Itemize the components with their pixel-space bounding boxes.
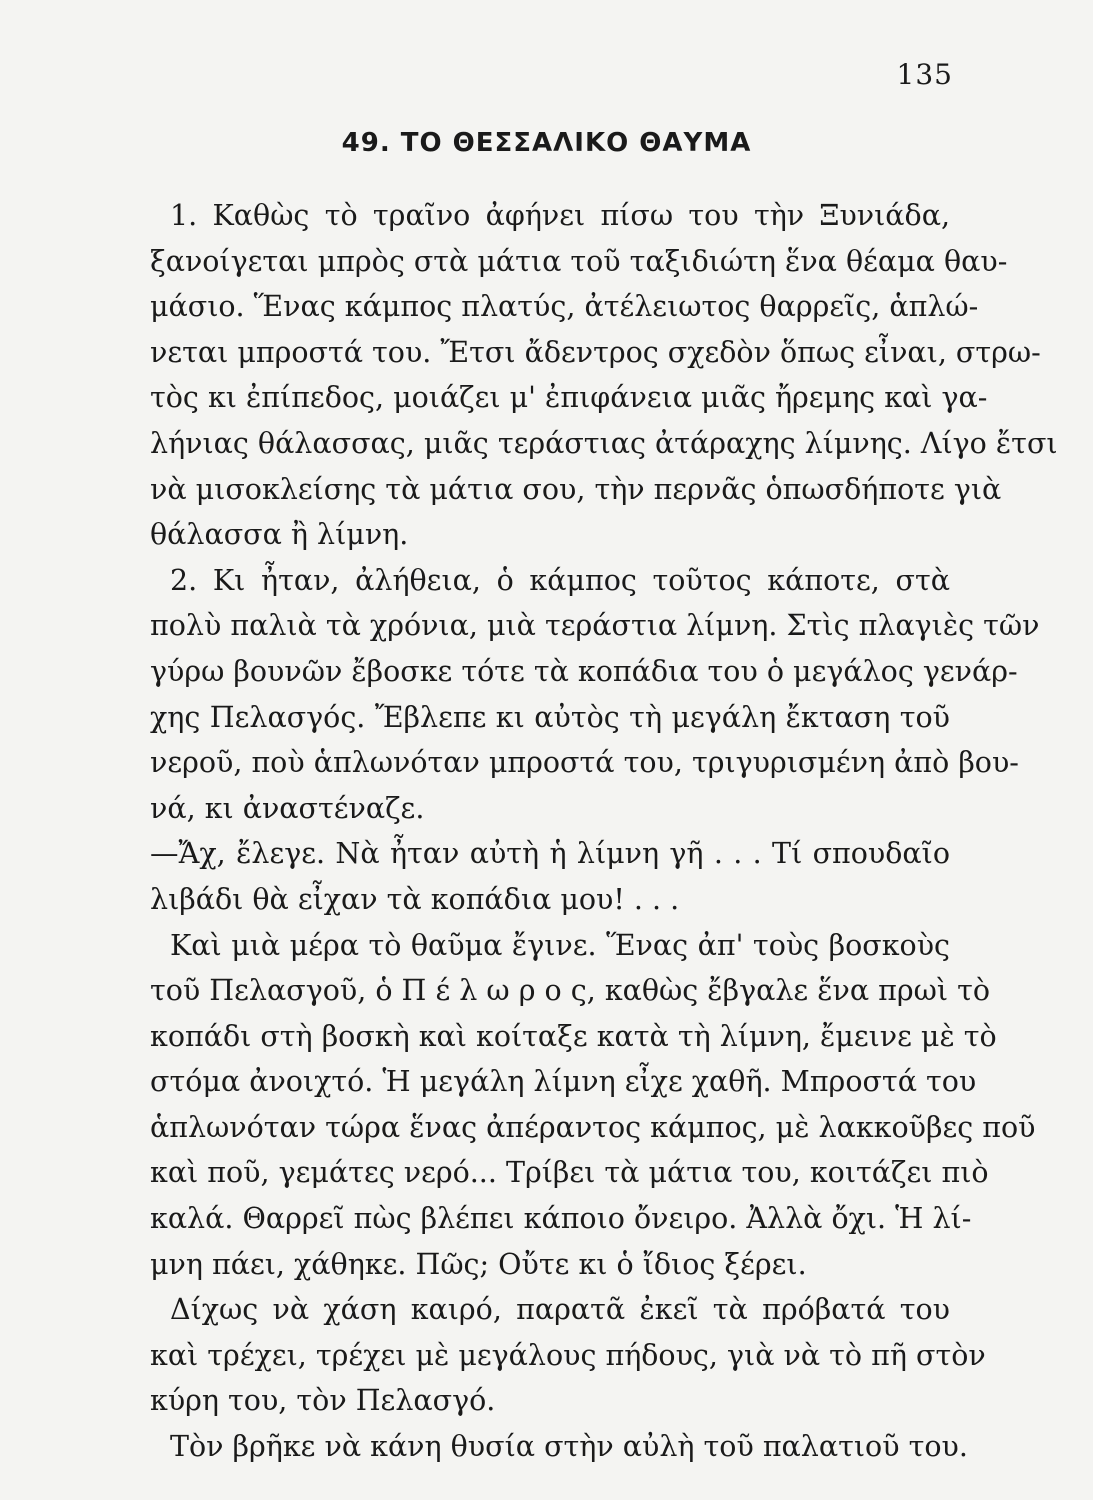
text-line: τὸς κι ἐπίπεδος, μοιάζει μ' ἐπιφάνεια μιᾶς ἤρεμης καὶ γα- xyxy=(150,381,988,415)
text-line: κοπάδι στὴ βοσκὴ καὶ κοίταξε κατὰ τὴ λίμνη, ἔμεινε μὲ τὸ xyxy=(150,1019,997,1053)
text-line: ἁπλωνόταν τώρα ἕνας ἀπέραντος κάμπος, μὲ λακκοῦβες ποῦ xyxy=(150,1110,1036,1144)
text-line: Καὶ μιὰ μέρα τὸ θαῦμα ἔγινε. Ἕνας ἀπ' τοὺς βοσκοὺς xyxy=(170,928,950,962)
text-line: κύρη του, τὸν Πελασγό. xyxy=(150,1384,496,1418)
text-line: γύρω βουνῶν ἔβοσκε τότε τὰ κοπάδια του ὁ μεγάλος γενάρ- xyxy=(150,654,1018,688)
text-line: μάσιο. Ἕνας κάμπος πλατύς, ἀτέλειωτος θαρρεῖς, ἁπλώ- xyxy=(150,290,979,324)
text-line: στόμα ἀνοιχτό. Ἡ μεγάλη λίμνη εἶχε χαθῆ. Μπροστά του xyxy=(150,1065,977,1099)
text-line: 2. Κι ἦταν, ἀλήθεια, ὁ κάμπος τοῦτος κάποτε, στὰ xyxy=(170,563,950,597)
text-line: πολὺ παλιὰ τὰ χρόνια, μιὰ τεράστια λίμνη. Στὶς πλαγιὲς τῶν xyxy=(150,609,1040,643)
text-line: Δίχως νὰ χάση καιρό, παρατᾶ ἐκεῖ τὰ πρόβατά του xyxy=(170,1293,950,1327)
text-line: χης Πελασγός. Ἔβλεπε κι αὐτὸς τὴ μεγάλη ἔκταση τοῦ xyxy=(150,700,950,734)
text-line: Τὸν βρῆκε νὰ κάνη θυσία στὴν αὐλὴ τοῦ παλατιοῦ του. xyxy=(170,1430,968,1464)
text-line: νεται μπροστά του. Ἔτσι ἄδεντρος σχεδὸν ὅπως εἶναι, στρω- xyxy=(150,335,1041,369)
text-line: λήνιας θάλασσας, μιᾶς τεράστιας ἀτάραχης λίμνης. Λίγο ἔτσι xyxy=(150,426,1058,460)
text-line: καλά. Θαρρεῖ πὼς βλέπει κάποιο ὄνειρο. Ἀλλὰ ὄχι. Ἡ λί- xyxy=(150,1202,972,1236)
text-line: ξανοίγεται μπρὸς στὰ μάτια τοῦ ταξιδιώτη ἕνα θέαμα θαυ- xyxy=(150,244,1008,278)
text-line: νά, κι ἀναστέναζε. xyxy=(150,791,425,825)
body-text xyxy=(150,193,1058,1470)
text-line: λιβάδι θὰ εἶχαν τὰ κοπάδια μου! . . . xyxy=(150,882,680,916)
text-line: νεροῦ, ποὺ ἁπλωνόταν μπροστά του, τριγυρισμένη ἀπὸ βου- xyxy=(150,746,1019,780)
text-line: 1. Καθὼς τὸ τραῖνο ἀφήνει πίσω του τὴν Ξυνιάδα, xyxy=(170,199,950,232)
text-line: νὰ μισοκλείσης τὰ μάτια σου, τὴν περνᾶς ὁπωσδήποτε γιὰ xyxy=(150,472,1002,506)
text-line: θάλασσα ἢ λίμνη. xyxy=(150,518,409,552)
text-line: μνη πάει, χάθηκε. Πῶς; Οὔτε κι ὁ ἴδιος ξέρει. xyxy=(150,1247,807,1281)
chapter-title: 49. ΤΟ ΘΕΣΣΑΛΙΚΟ ΘΑΥΜΑ xyxy=(341,128,752,158)
text-line: τοῦ Πελασγοῦ, ὁ Π έ λ ω ρ ο ς, καθὼς ἔβγαλε ἕνα πρωὶ τὸ xyxy=(150,974,991,1008)
text-line: καὶ ποῦ, γεμάτες νερό... Τρίβει τὰ μάτια του, κοιτάζει πιὸ xyxy=(150,1156,989,1190)
page-number: 135 xyxy=(896,58,953,91)
text-line: καὶ τρέχει, τρέχει μὲ μεγάλους πήδους, γιὰ νὰ τὸ πῆ στὸν xyxy=(150,1338,986,1372)
text-line: —Ἄχ, ἔλεγε. Νὰ ἦταν αὐτὴ ἡ λίμνη γῆ . . . Τί σπουδαῖο xyxy=(150,837,950,871)
